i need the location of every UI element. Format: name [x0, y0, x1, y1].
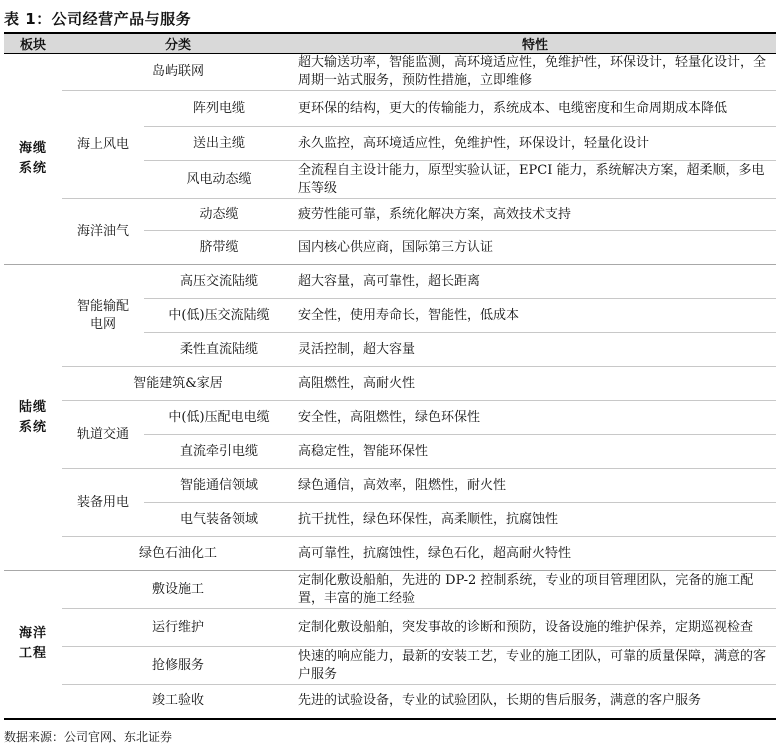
feature-mv-ac-land: 安全性，使用寿命长，智能性，低成本: [294, 299, 776, 333]
category-smart-building: 智能建筑&家居: [62, 367, 294, 401]
group-rail-transit: 轨道交通: [62, 401, 144, 469]
table-header-row: [4, 33, 776, 54]
table-row: [4, 54, 776, 91]
header-category: 分类: [62, 33, 294, 54]
category-operation: 运行维护: [62, 609, 294, 647]
category-dc-traction: 直流牵引电缆: [144, 435, 294, 469]
feature-mv-distribution: 安全性，高阻燃性，绿色环保性: [294, 401, 776, 435]
feature-smart-comm: 绿色通信，高效率，阻燃性，耐火性: [294, 469, 776, 503]
feature-hv-ac-land: 超大容量，高可靠性，超长距离: [294, 265, 776, 299]
table-row: [4, 469, 776, 503]
category-island-grid: 岛屿联网: [62, 54, 294, 91]
category-umbilical: 脐带缆: [144, 231, 294, 265]
table-row: [4, 685, 776, 719]
feature-operation: 定制化敷设船舶，突发事故的诊断和预防，设备设施的维护保养，定期巡视检查: [294, 609, 776, 647]
segment-marine-eng: 海洋工程: [4, 571, 62, 719]
table-row: [4, 367, 776, 401]
group-offshore-wind: 海上风电: [62, 91, 144, 199]
category-green-petrochem: 绿色石油化工: [62, 537, 294, 571]
category-acceptance: 竣工验收: [62, 685, 294, 719]
group-equipment-power: 装备用电: [62, 469, 144, 537]
category-hv-ac-land: 高压交流陆缆: [144, 265, 294, 299]
group-smart-grid: 智能输配电网: [62, 265, 144, 367]
feature-dynamic-cable: 疲劳性能可靠，系统化解决方案，高效技术支持: [294, 199, 776, 231]
feature-island-grid: 超大输送功率，智能监测，高环境适应性，免维护性，环保设计，轻量化设计，全周期一站式服务，预防性措施，立即维修: [294, 54, 776, 91]
table-row: [4, 647, 776, 685]
feature-wind-dynamic: 全流程自主设计能力，原型实验认证，EPCI 能力，系统解决方案，超柔顺，多电压等级: [294, 161, 776, 199]
header-feature: 特性: [294, 33, 776, 54]
header-segment: 板块: [4, 33, 62, 54]
feature-umbilical: 国内核心供应商，国际第三方认证: [294, 231, 776, 265]
feature-smart-building: 高阻燃性，高耐火性: [294, 367, 776, 401]
feature-laying: 定制化敷设船舶，先进的 DP-2 控制系统，专业的项目管理团队，完备的施工配置，丰富的施工经验: [294, 571, 776, 609]
category-export-cable: 送出主缆: [144, 127, 294, 161]
table-row: [4, 609, 776, 647]
table-row: [4, 199, 776, 231]
table-row: [4, 91, 776, 127]
table-row: [4, 571, 776, 609]
category-electric-equipment: 电气装备领域: [144, 503, 294, 537]
table-row: [4, 537, 776, 571]
table-title: 表 1：公司经营产品与服务: [4, 10, 192, 28]
feature-electric-equipment: 抗干扰性，绿色环保性，高柔顺性，抗腐蚀性: [294, 503, 776, 537]
table-row: [4, 265, 776, 299]
category-mv-ac-land: 中(低)压交流陆缆: [144, 299, 294, 333]
group-offshore-oil: 海洋油气: [62, 199, 144, 265]
category-laying: 敷设施工: [62, 571, 294, 609]
segment-submarine: 海缆系统: [4, 54, 62, 265]
feature-export-cable: 永久监控，高环境适应性，免维护性，环保设计，轻量化设计: [294, 127, 776, 161]
feature-acceptance: 先进的试验设备，专业的试验团队，长期的售后服务，满意的客户服务: [294, 685, 776, 719]
table-row: [4, 401, 776, 435]
products-services-table: [4, 32, 776, 720]
category-mv-distribution: 中(低)压配电电缆: [144, 401, 294, 435]
feature-dc-traction: 高稳定性，智能环保性: [294, 435, 776, 469]
feature-flex-dc-land: 灵活控制，超大容量: [294, 333, 776, 367]
category-array-cable: 阵列电缆: [144, 91, 294, 127]
feature-array-cable: 更环保的结构，更大的传输能力，系统成本、电缆密度和生命周期成本降低: [294, 91, 776, 127]
category-smart-comm: 智能通信领域: [144, 469, 294, 503]
category-wind-dynamic: 风电动态缆: [144, 161, 294, 199]
category-dynamic-cable: 动态缆: [144, 199, 294, 231]
category-repair: 抢修服务: [62, 647, 294, 685]
feature-repair: 快速的响应能力，最新的安装工艺，专业的施工团队，可靠的质量保障，满意的客户服务: [294, 647, 776, 685]
data-source-note: 数据来源：公司官网、东北证券: [4, 730, 173, 744]
category-flex-dc-land: 柔性直流陆缆: [144, 333, 294, 367]
segment-land: 陆缆系统: [4, 265, 62, 571]
feature-green-petrochem: 高可靠性，抗腐蚀性，绿色石化，超高耐火特性: [294, 537, 776, 571]
